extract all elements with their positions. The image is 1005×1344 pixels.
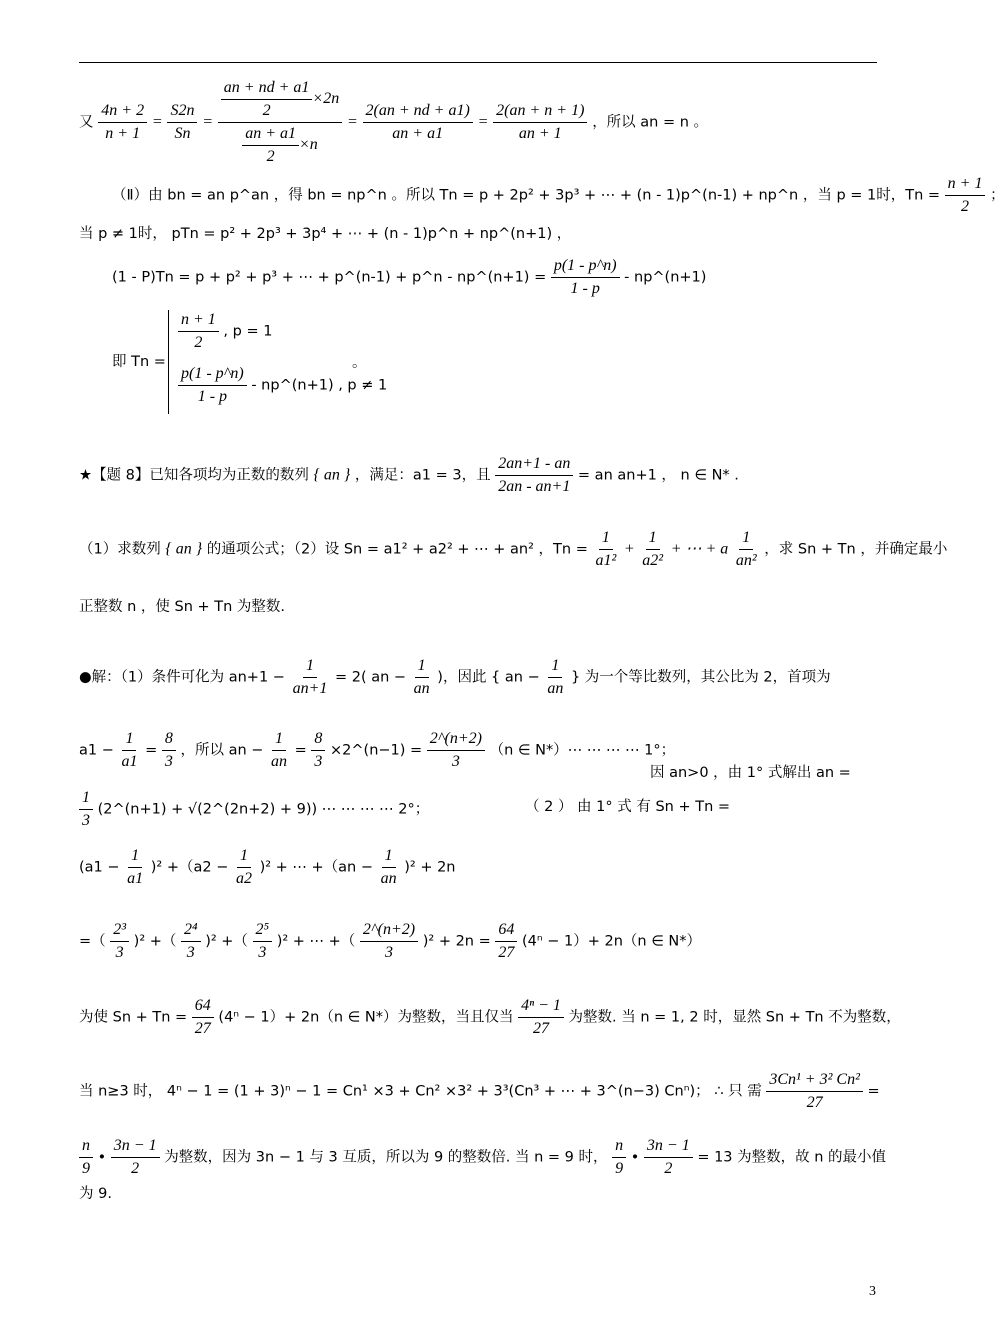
piecewise-lead: 即 Tn = bbox=[112, 354, 166, 370]
conclusion-an-n: ，所以 an = n 。 bbox=[592, 114, 709, 131]
fraction-recurrence: $\frac{2an+1 - an}{2an - an+1}$ bbox=[495, 456, 573, 495]
pTn-line: 当 p ≠ 1时， pTn = p² + 2p³ + 3p⁴ + ⋯ + (n - 1)p^n + np^(n+1) ， bbox=[79, 226, 572, 242]
solution-conclusion: 为 9. bbox=[79, 1186, 112, 1202]
solution-step-7: 当 n≥3 时， 4ⁿ − 1 = (1 + 3)ⁿ − 1 = Cn¹ ×3 + Cn² ×3² + 3³(Cn³ + ⋯ + 3^(n−3) Cnⁿ)； ∴ 只 需 $\frac{\text{3Cn¹ + 3² Cn²}}{27}$ = bbox=[79, 1071, 880, 1111]
question-8-statement: ★【题 8】已知各项均为正数的数列 { an } ，满足：a1 = 3，且 $\frac{2an+1 - an}{2an - an+1}$ = an an+1 ， n ∈ N* . bbox=[79, 455, 739, 495]
page-number: 3 bbox=[869, 1284, 876, 1299]
fraction-compound: $\frac{an + nd + a1}{2}$ ×2n $\frac{an + a1}{2}$ ×n bbox=[218, 80, 342, 165]
piecewise-brace bbox=[168, 310, 177, 414]
fraction-s2n-sn: $\frac{S2n}{Sn}$ bbox=[167, 103, 197, 142]
solution-step-5: =（ $\frac{\text{2³}}{3}$ )² +（ $\frac{\text{2⁴}}{3}$ )² +（ $\frac{\text{2⁵}}{3}$ )² + ⋯ +（ $\frac{2\^{}(n+2)}{3}$ )² + 2n = $\frac{64}{27}$ (4ⁿ − 1）+ 2n（n ∈ N*） bbox=[79, 921, 702, 961]
solution-step-8: $\frac{n}{9}$ • $\frac{3n - 1}{2}$ 为整数，因为 3n − 1 与 3 互质，所以为 9 的整数倍. 当 n = 9 时， $\frac{n}{9}$ • $\frac{3n - 1}{2}$ = 13 为整数，故 n 的最小值 bbox=[79, 1138, 886, 1177]
equation-line-1: 又 $\frac{4n + 2}{n + 1}$ = $\frac{S2n}{Sn}$ = $\frac{an + nd + a1}{2}$ ×2n $\frac{an + a1}{2}$ ×n = $\frac{2(an + nd + a1)}{an + a1}$ = $\frac{2(an + n + 1)}{an + 1}$ ，所以 an = n 。 bbox=[79, 79, 709, 165]
solution-step-6: 为使 Sn + Tn = $\frac{64}{27}$ (4ⁿ − 1）+ 2n（n ∈ N*）为整数，当且仅当 $\frac{\text{4ⁿ − 1}}{27}$ 为整数. 当 n = 1, 2 时，显然 Sn + Tn 不为整数， bbox=[79, 997, 901, 1037]
fraction-5: $\frac{2(an + n + 1)}{an + 1}$ bbox=[493, 103, 587, 142]
fraction-n1-2: $\frac{n + 1}{2}$ bbox=[945, 176, 986, 215]
solution-step-2: a1 − $\frac{1}{a1}$ = $\frac{8}{3}$ ，所以 an − $\frac{1}{an}$ = $\frac{8}{3}$ ×2^(n−1) = $\frac{2\^{}(n+2)}{3}$ （n ∈ N*）⋯ ⋯ ⋯ ⋯ 1°； bbox=[79, 730, 676, 770]
one-minus-p-line: (1 - P)Tn = p + p² + p³ + ⋯ + p^(n-1) + p^n - np^(n+1) = $\frac{p(1 - p\^{}n)}{1 - p}$ - np^(n+1) bbox=[112, 257, 707, 297]
piecewise-end-dot: 。 bbox=[352, 355, 367, 371]
solution-part-2-lead: （ 2 ） 由 1° 式 有 Sn + Tn = bbox=[525, 799, 731, 815]
fraction-4: $\frac{2(an + nd + a1)}{an + a1}$ bbox=[363, 103, 473, 142]
fraction-4n2: $\frac{4n + 2}{n + 1}$ bbox=[98, 103, 147, 142]
solution-an-positive: 因 an>0 ，由 1° 式解出 an = bbox=[650, 765, 851, 781]
piecewise-case-2: $\frac{p(1 - p\^{}n)}{1 - p}$ - np^(n+1) , p ≠ 1 bbox=[178, 366, 387, 405]
fraction-geometric-sum: $\frac{p(1 - p\^{}n)}{1 - p}$ bbox=[551, 258, 620, 297]
header-rule bbox=[79, 62, 877, 63]
question-8-find-n: 正整数 n ，使 Sn + Tn 为整数. bbox=[79, 599, 286, 615]
solution-step-1: ●解：（1）条件可化为 an+1 − $\frac{1}{an+1}$ = 2( an − $\frac{1}{an}$ )，因此 { an − $\frac{1}{an}$ } 为一个等比数列，其公比为 2，首项为 bbox=[79, 657, 831, 697]
solution-step-4: (a1 − $\frac{1}{a1}$ )² +（a2 − $\frac{1}{a2}$ )² + ⋯ +（an − $\frac{1}{an}$ )² + 2n bbox=[79, 847, 456, 887]
question-8-parts: （1）求数列 { an } 的通项公式；（2）设 Sn = a1² + a2² + ⋯ + an² ，Tn = $\frac{1}{\text{a1²}}$ + $\frac{1}{\text{a2²}}$ + ⋯ + a $\frac{1}{\text{an²}}$ ，求 Sn + Tn ，并确定最小 bbox=[79, 529, 948, 569]
text-you: 又 bbox=[79, 114, 94, 131]
part-two-line: （Ⅱ）由 bn = an p^an ，得 bn = np^n 。所以 Tn = p + 2p² + 3p³ + ⋯ + (n - 1)p^(n-1) + np^n ，当 p = 1时，Tn = $\frac{n + 1}{2}$ ； bbox=[112, 175, 1005, 215]
solution-step-3: $\frac{1}{3}$ (2^(n+1) + √(2^(2n+2) + 9)) ⋯ ⋯ ⋯ ⋯ 2°； bbox=[79, 790, 429, 829]
piecewise-case-1: $\frac{n + 1}{2}$ , p = 1 bbox=[178, 312, 272, 351]
